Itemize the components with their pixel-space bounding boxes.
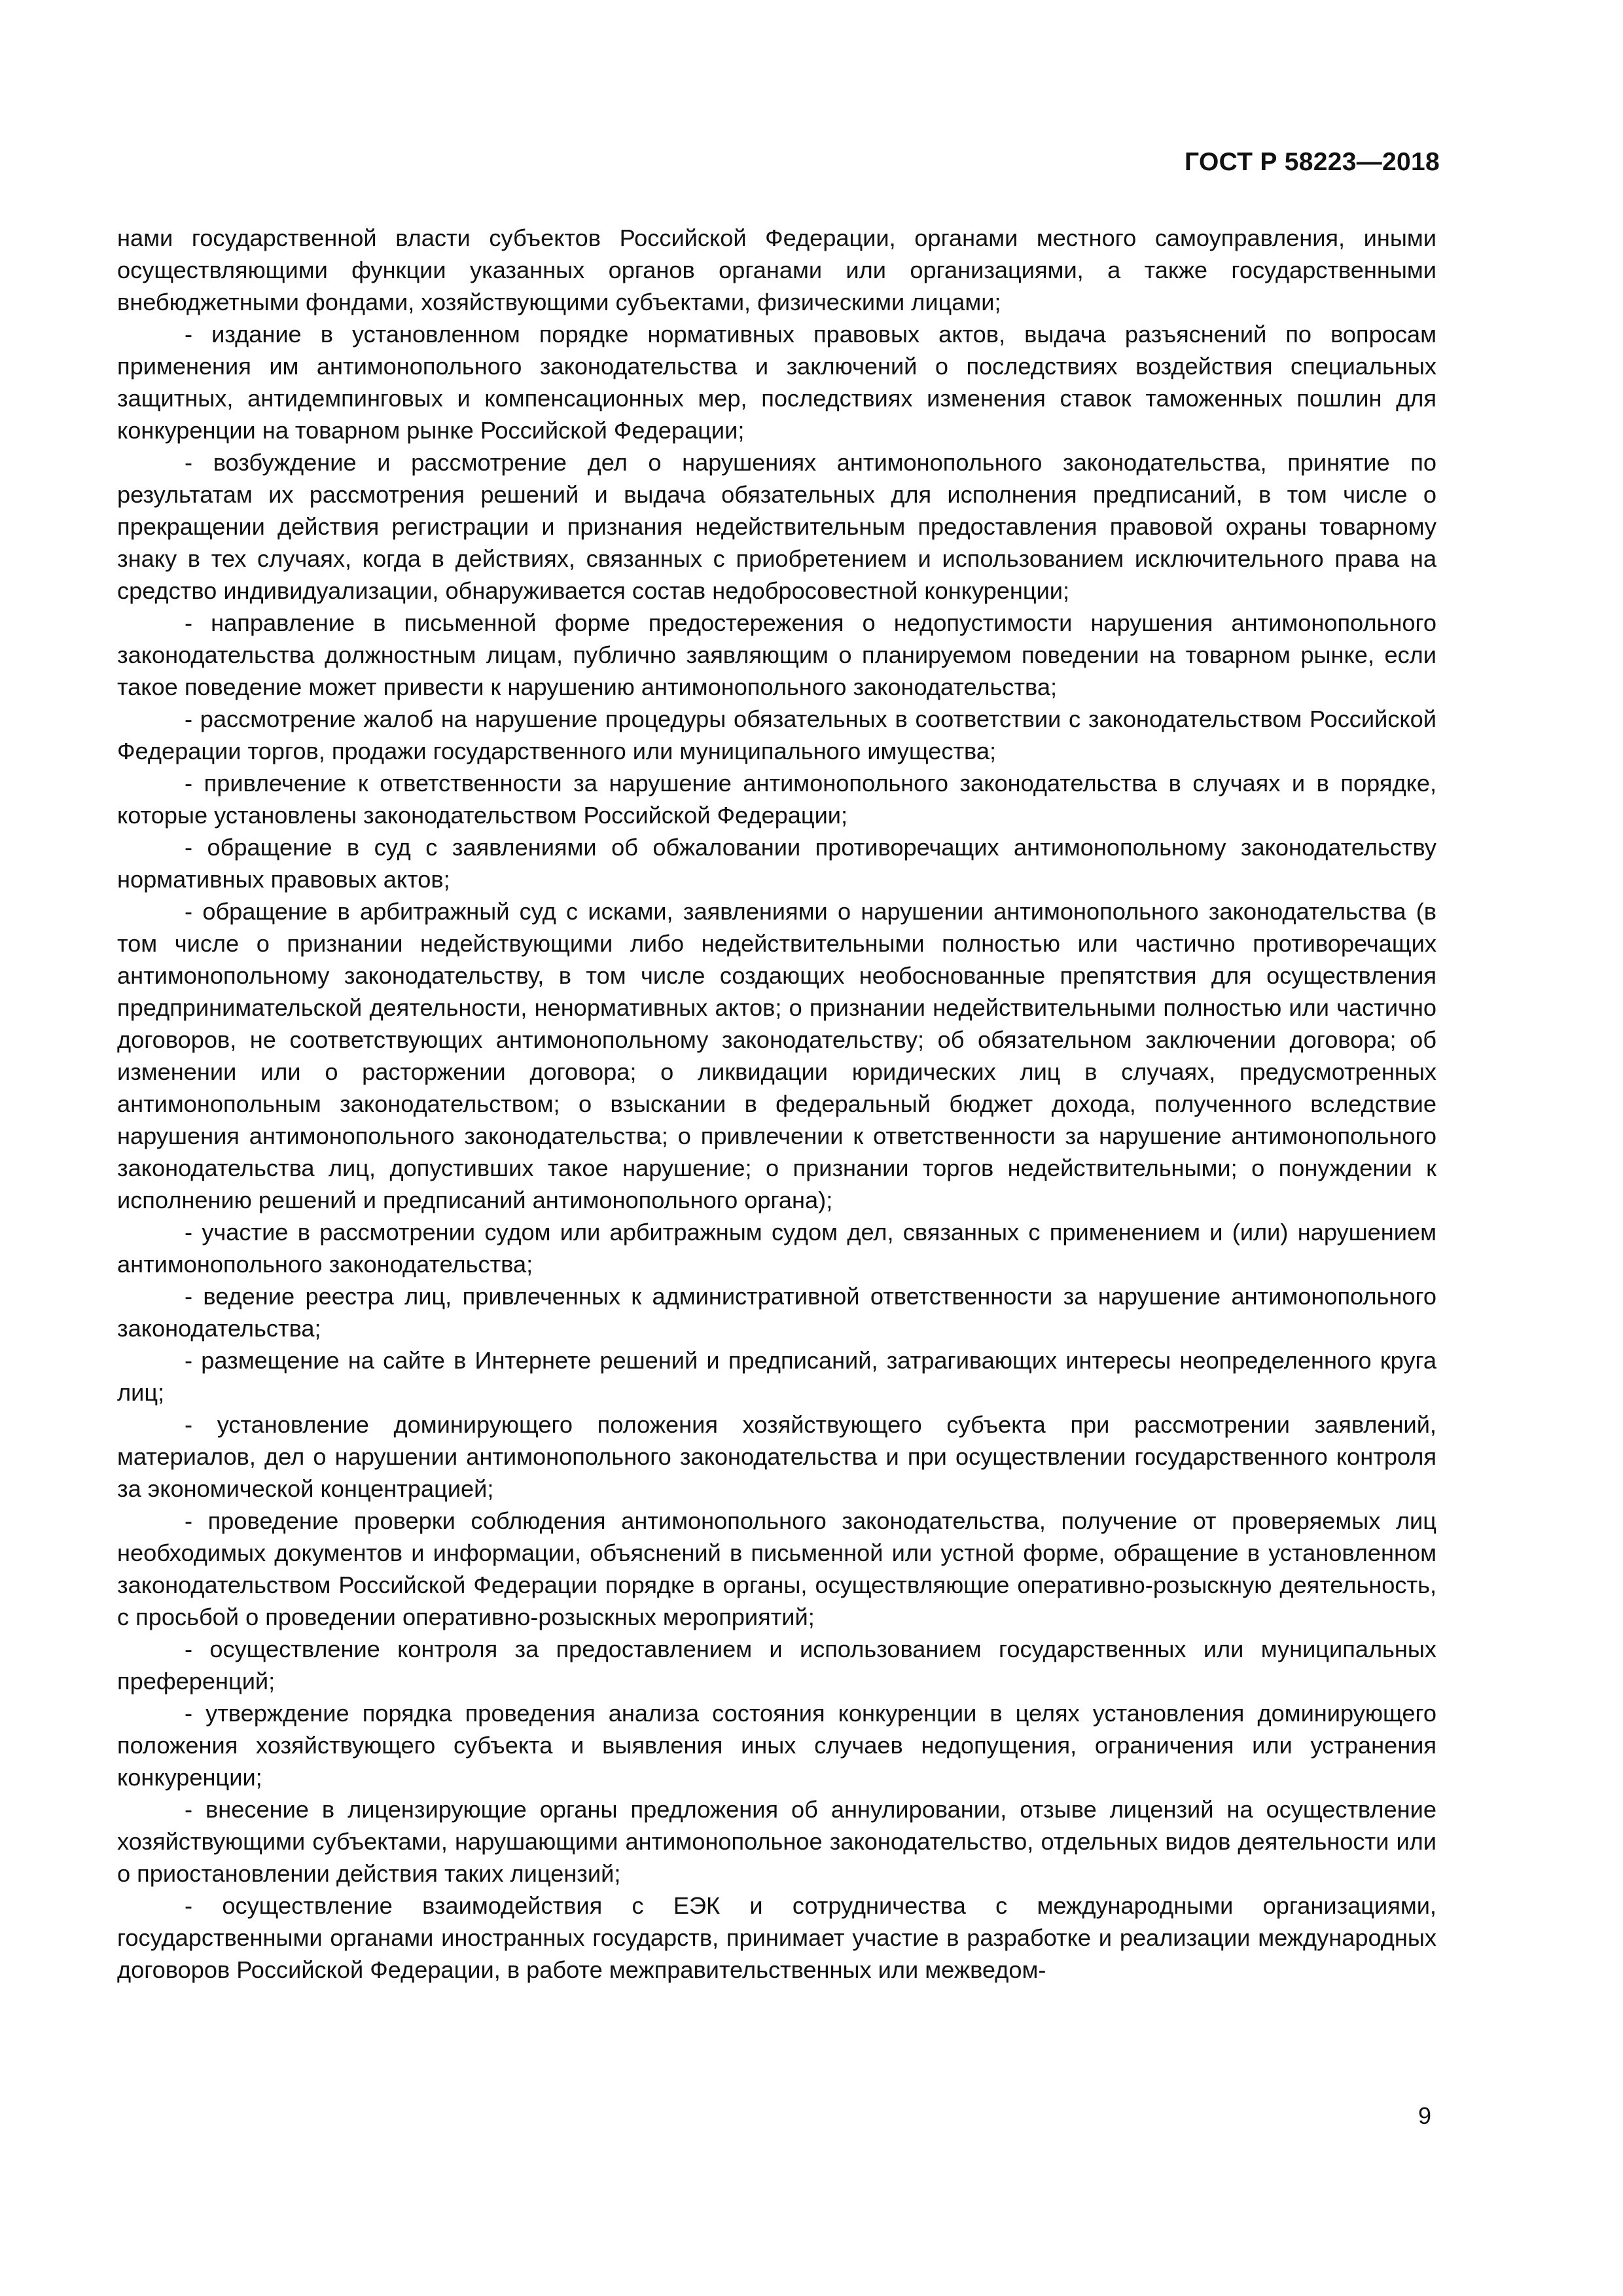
list-item: - осуществление взаимодействия с ЕЭК и сотрудничества с международными организациями, государственными органами иностранных государств, принимает участие в разработке и реализации международных договоров Российской Федерации, в работе межправительственных или межведом-	[117, 1892, 1436, 1983]
document-body	[117, 222, 1436, 1986]
list-item: - рассмотрение жалоб на нарушение процедуры обязательных в соответствии с законодательством Российской Федерации торгов, продажи государственного или муниципального имущества;	[117, 706, 1436, 764]
list-item: - внесение в лицензирующие органы предложения об аннулировании, отзыве лицензий на осуществление хозяйствующими субъектами, нарушающими антимонопольное законодательство, отдельных видов деятельности или о приостановлении действия таких лицензий;	[117, 1796, 1436, 1887]
list-item: - утверждение порядка проведения анализа состояния конкуренции в целях установления доминирующего положения хозяйствующего субъекта и выявления иных случаев недопущения, ограничения или устранения конкуренции;	[117, 1700, 1436, 1791]
list-item: - проведение проверки соблюдения антимонопольного законодательства, получение от проверяемых лиц необходимых документов и информации, объяснений в письменной или устной форме, обращение в установленном законодательством Российской Федерации порядке в органы, осуществляющие оперативно-розыскную деятельность, с просьбой о проведении оперативно-розыскных мероприятий;	[117, 1507, 1436, 1630]
list-item: - осуществление контроля за предоставлением и использованием государственных или муниципальных преференций;	[117, 1636, 1436, 1695]
list-item: - обращение в суд с заявлениями об обжаловании противоречащих антимонопольному законодательству нормативных правовых актов;	[117, 834, 1436, 893]
continuation-paragraph: нами государственной власти субъектов Российской Федерации, органами местного самоуправления, иными осуществляющими функции указанных органов органами или организациями, а также государственными внебюджетными фондами, хозяйствующими субъектами, физическими лицами;	[117, 224, 1436, 315]
list-item: - издание в установленном порядке нормативных правовых актов, выдача разъяснений по вопросам применения им антимонопольного законодательства и заключений о последствиях воздействия специальных защитных, антидемпинговых и компенсационных мер, последствиях изменения ставок таможенных пошлин для конкуренции на товарном рынке Российской Федерации;	[117, 321, 1436, 444]
list-item: - возбуждение и рассмотрение дел о нарушениях антимонопольного законодательства, принятие по результатам их рассмотрения решений и выдача обязательных для исполнения предписаний, в том числе о прекращении действия регистрации и признания недействительным предоставления правовой охраны товарному знаку в тех случаях, когда в действиях, связанных с приобретением и использованием исключительного права на средство индивидуализации, обнаруживается состав недобросовестной конкуренции;	[117, 449, 1436, 604]
list-item: - участие в рассмотрении судом или арбитражным судом дел, связанных с применением и (или) нарушением антимонопольного законодательства;	[117, 1219, 1436, 1278]
standard-designation: ГОСТ Р 58223—2018	[1185, 148, 1440, 176]
list-item: - обращение в арбитражный суд с исками, заявлениями о нарушении антимонопольного законодательства (в том числе о признании недействующими либо недействительными полностью или частично противоречащих антимонопольному законодательству, в том числе создающих необоснованные препятствия для осуществления предпринимательской деятельности, ненормативных актов; о признании недействительными полностью или частично договоров, не соответствующих антимонопольному законодательству; об обязательном заключении договора; об изменении или о расторжении договора; о ликвидации юридических лиц в случаях, предусмотренных антимонопольным законодательством; о взыскании в федеральный бюджет дохода, полученного вследствие нарушения антимонопольного законодательства; о привлечении к ответственности за нарушение антимонопольного законодательства лиц, допустивших такое нарушение; о признании торгов недействительными; о понуждении к исполнению решений и предписаний антимонопольного органа);	[117, 898, 1436, 1213]
list-item: - ведение реестра лиц, привлеченных к административной ответственности за нарушение антимонопольного законодательства;	[117, 1283, 1436, 1342]
page-number: 9	[1418, 2102, 1431, 2129]
list-item: - установление доминирующего положения хозяйствующего субъекта при рассмотрении заявлений, материалов, дел о нарушении антимонопольного законодательства и при осуществлении государственного контроля за экономической концентрацией;	[117, 1411, 1436, 1502]
list-item: - привлечение к ответственности за нарушение антимонопольного законодательства в случаях и в порядке, которые установлены законодательством Российской Федерации;	[117, 770, 1436, 829]
list-item: - размещение на сайте в Интернете решений и предписаний, затрагивающих интересы неопределенного круга лиц;	[117, 1347, 1436, 1406]
list-item: - направление в письменной форме предостережения о недопустимости нарушения антимонопольного законодательства должностным лицам, публично заявляющим о планируемом поведении на товарном рынке, если такое поведение может привести к нарушению антимонопольного законодательства;	[117, 609, 1436, 700]
